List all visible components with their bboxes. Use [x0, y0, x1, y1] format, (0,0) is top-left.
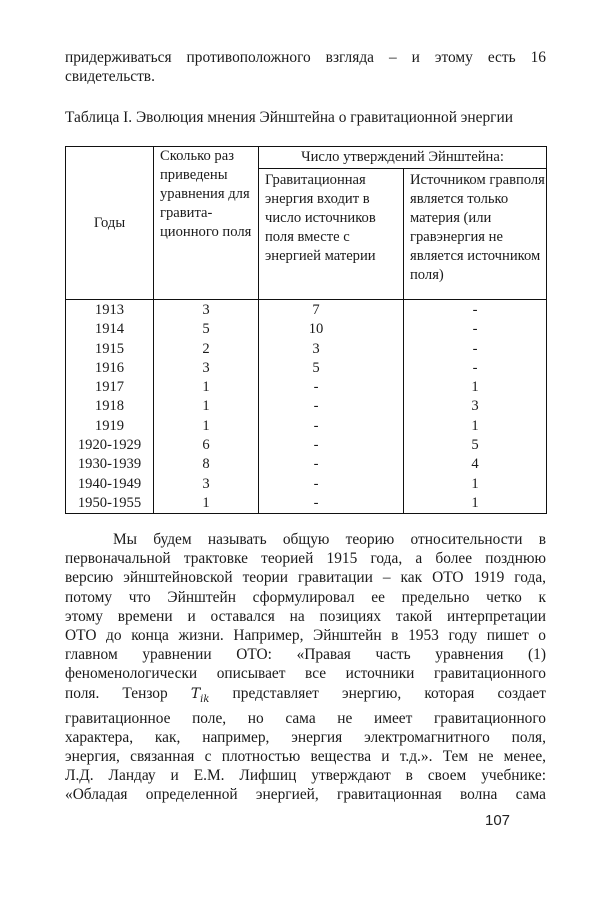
cell-years: 1930-1939: [66, 455, 154, 474]
header-years: Годы: [66, 147, 154, 300]
cell-years: 1940-1949: [66, 475, 154, 494]
cell-matter-only: -: [404, 320, 547, 339]
text-line: Л.Д. Ландау и Е.М. Лифшиц утверждают в своем учебнике:: [65, 767, 546, 785]
cell-years: 1916: [66, 359, 154, 378]
cell-matter-only: -: [404, 340, 547, 359]
table-caption: Таблица I. Эволюция мнения Эйнштейна о гравитационной энергии: [65, 109, 513, 126]
intro-paragraph: [65, 48, 546, 86]
cell-count: 1: [154, 494, 259, 514]
table-row: [66, 378, 547, 397]
text-line: гравитационное поле, но сама не имеет гравитационного: [65, 709, 546, 727]
data-table: [65, 146, 547, 514]
cell-grav-source: -: [259, 455, 404, 474]
cell-count: 6: [154, 436, 259, 455]
header-count: Сколько раз приведены уравнения для гравита-ционного поля: [154, 147, 259, 300]
cell-matter-only: 3: [404, 397, 547, 416]
cell-years: 1917: [66, 378, 154, 397]
table-row: [66, 417, 547, 436]
text-line: первоначальной трактовке теорией 1915 года, а более позднюю: [65, 550, 546, 568]
text-line: поля. Тензор $T_{ik}$ представляет энергию, которая создает: [65, 684, 546, 705]
cell-count: 2: [154, 340, 259, 359]
cell-matter-only: 5: [404, 436, 547, 455]
cell-matter-only: 4: [404, 455, 547, 474]
cell-grav-source: -: [259, 475, 404, 494]
cell-count: 8: [154, 455, 259, 474]
table-row: [66, 320, 547, 339]
text-line: характера, как, например, энергия электромагнитного поля,: [65, 728, 546, 746]
text-line: свидетельств.: [65, 68, 155, 86]
cell-count: 3: [154, 359, 259, 378]
cell-matter-only: -: [404, 359, 547, 378]
header-group: Число утверждений Эйнштейна:: [259, 147, 547, 169]
text-line: придерживаться противоположного взгляда – и этому есть 16: [65, 49, 546, 66]
text-line: энергия, связанная с плотностью вещества и т.д.». Тем не менее,: [65, 748, 546, 766]
cell-grav-source: -: [259, 436, 404, 455]
table-row: [66, 475, 547, 494]
cell-matter-only: -: [404, 300, 547, 321]
main-paragraph: [65, 530, 546, 805]
cell-count: 1: [154, 417, 259, 436]
table-row: [66, 397, 547, 416]
cell-grav-source: -: [259, 494, 404, 514]
table-row: [66, 359, 547, 378]
cell-grav-source: -: [259, 397, 404, 416]
cell-matter-only: 1: [404, 475, 547, 494]
cell-matter-only: 1: [404, 494, 547, 514]
cell-grav-source: -: [259, 417, 404, 436]
cell-years: 1919: [66, 417, 154, 436]
cell-years: 1913: [66, 300, 154, 321]
cell-matter-only: 1: [404, 417, 547, 436]
cell-grav-source: 3: [259, 340, 404, 359]
text-line: Мы будем называть общую теорию относительности в: [113, 531, 546, 548]
cell-count: 1: [154, 378, 259, 397]
text-line: версию эйнштейновской теории гравитации – как ОТО 1919 года,: [65, 569, 546, 587]
text-line: главном уравнении ОТО: «Правая часть уравнения (1): [65, 646, 546, 664]
cell-matter-only: 1: [404, 378, 547, 397]
table-row: [66, 340, 547, 359]
table-row: [66, 300, 547, 321]
cell-years: 1920-1929: [66, 436, 154, 455]
table-row: [66, 455, 547, 474]
table-row: [66, 494, 547, 514]
text-line: потому что Эйнштейн сформулировал ее предельно четко к: [65, 588, 546, 606]
cell-count: 5: [154, 320, 259, 339]
text-line: этому времени и оставался на позициях такой интерпретации: [65, 607, 546, 625]
table-row: [66, 436, 547, 455]
cell-grav-source: -: [259, 378, 404, 397]
text-line: ОТО до конца жизни. Например, Эйнштейн в 1953 году пишет о: [65, 627, 546, 645]
cell-years: 1950-1955: [66, 494, 154, 514]
page-number: 107: [485, 812, 511, 829]
cell-count: 3: [154, 475, 259, 494]
text-line: «Обладая определенной энергией, гравитационная волна сама: [65, 786, 546, 804]
text-line: феноменологически описывает все источники гравитационного: [65, 665, 546, 683]
cell-years: 1918: [66, 397, 154, 416]
cell-grav-source: 10: [259, 320, 404, 339]
header-grav-source: Гравитационная энергия входит в число источников поля вместе с энергией материи: [259, 169, 404, 300]
cell-grav-source: 7: [259, 300, 404, 321]
cell-years: 1914: [66, 320, 154, 339]
cell-count: 1: [154, 397, 259, 416]
cell-grav-source: 5: [259, 359, 404, 378]
cell-years: 1915: [66, 340, 154, 359]
cell-count: 3: [154, 300, 259, 321]
tensor-symbol: $T_{ik}$: [190, 685, 210, 705]
header-matter-only: Источником гравполя является только материя (или гравэнергия не является источником поля): [404, 169, 547, 300]
